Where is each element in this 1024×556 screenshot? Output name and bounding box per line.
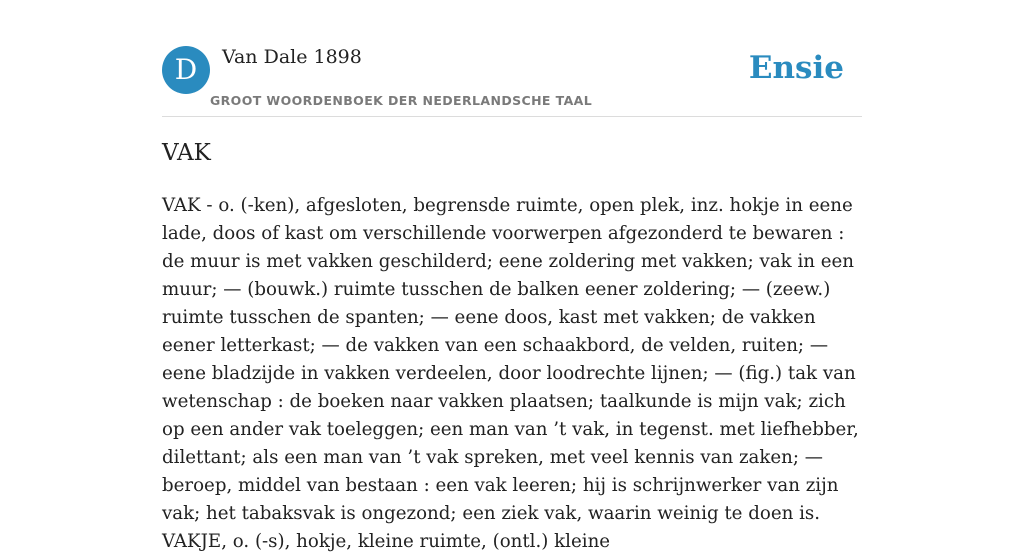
page-header: [162, 46, 862, 117]
source-subtitle: GROOT WOORDENBOEK DER NEDERLANDSCHE TAAL: [210, 93, 593, 108]
dictionary-logo[interactable]: D: [162, 46, 210, 94]
entry-definition: VAK - o. (-ken), afgesloten, begrensde ruimte, open plek, inz. hokje in eene lade, doos of kast om verschillende voorwerpen afgezonderd te bewaren : de muur is met vakken geschilderd; eene zoldering met vakken; vak in een muur; — (bouwk.) ruimte tusschen de balken eener zoldering; — (zeew.) ruimte tusschen de spanten; — eene doos, kast met vakken; de vakken eener letterkast; — de vakken van een schaakbord, de velden, ruiten; — eene bladzijde in vakken verdeelen, door loodrechte lijnen; — (fig.) tak van wetenschap : de boeken naar vakken plaatsen; taalkunde is mijn vak; zich op een ander vak toeleggen; een man van ’t vak, in tegenst. met liefhebber, dilettant; als een man van ’t vak spreken, met veel kennis van zaken; — beroep, middel van bestaan : een vak leeren; hij is schrijnwerker van zijn vak; het tabaksvak is ongezond; een ziek vak, waarin weinig te doen is. VAKJE, o. (-s), hokje, kleine ruimte, (ontl.) kleine: [162, 195, 859, 552]
ensie-brand-logo[interactable]: Ensie: [748, 50, 844, 86]
source-title[interactable]: Van Dale 1898: [222, 46, 362, 68]
entry-headword: VAK: [162, 140, 211, 166]
